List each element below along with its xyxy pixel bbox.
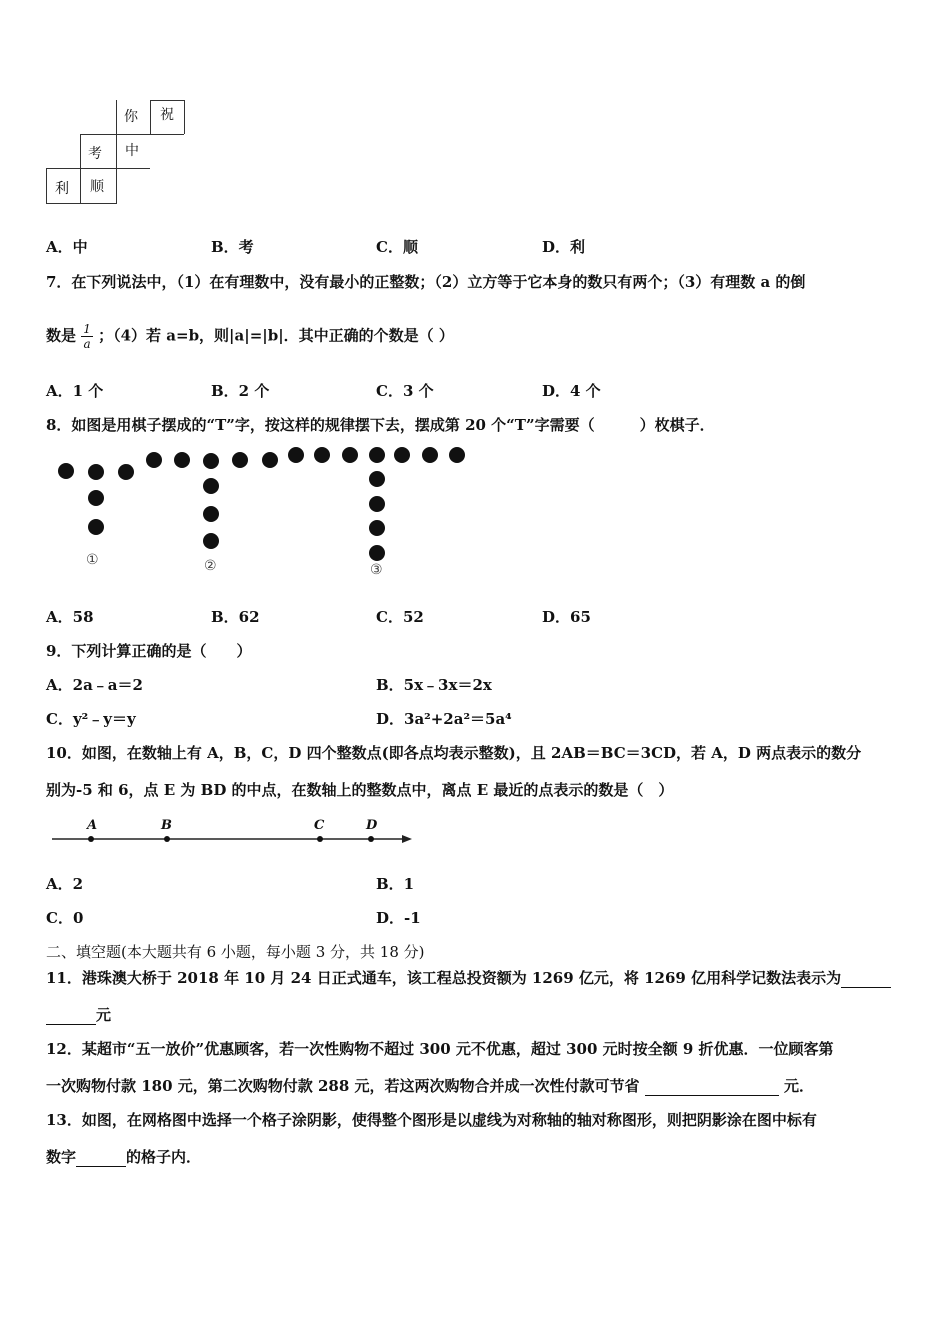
cube-cell-text: 祝 <box>160 107 174 123</box>
q12-line1: 12．某超市“五一放价”优惠顾客，若一次性购物不超过 300 元不优惠，超过 300 元时按全额 9 折优惠．一位顾客第 <box>46 1040 834 1058</box>
q8-option-d: D．65 <box>542 608 591 626</box>
point-b-label: B <box>161 818 172 833</box>
grid-line <box>116 134 184 135</box>
q7-line2-suffix: ；（4）若 a=b，则|a|=|b|．其中正确的个数是（ ） <box>98 326 454 345</box>
grid-line <box>184 100 185 134</box>
q12-line2 <box>46 1075 814 1096</box>
fraction-numerator: 1 <box>83 322 91 336</box>
chess-piece <box>369 447 385 463</box>
fraction-denominator: a <box>83 337 91 351</box>
grid-line <box>150 100 184 101</box>
q11-line1 <box>46 967 891 988</box>
point-b-dot <box>164 836 170 842</box>
figure-label-2: ② <box>204 558 217 574</box>
q7-line2-prefix: 数是 <box>46 326 77 345</box>
q12-text: 一次购物付款 180 元，第二次购物付款 288 元，若这两次购物合并成一次性付款可节省 <box>46 1077 640 1095</box>
q11-unit: 元 <box>96 1006 112 1024</box>
q7-line1: 7．在下列说法中，（1）在有理数中，没有最小的正整数；（2）立方等于它本身的数只有两个；（3）有理数 a 的倒 <box>46 273 806 291</box>
chess-piece <box>203 533 219 549</box>
chess-piece <box>232 452 248 468</box>
chess-piece <box>369 545 385 561</box>
q8-option-a: A．58 <box>46 608 94 626</box>
chess-piece <box>203 478 219 494</box>
grid-line <box>80 168 81 204</box>
cube-cell-text: 利 <box>55 181 69 197</box>
q10-option-c: C．0 <box>46 909 84 927</box>
q7-option-d: D．4 个 <box>542 382 601 400</box>
chess-piece <box>58 463 74 479</box>
grid-line <box>80 168 150 169</box>
point-c-label: C <box>314 818 325 833</box>
grid-line <box>80 134 81 168</box>
arrow-head-icon <box>402 835 412 843</box>
q6-option-a: A．中 <box>46 238 88 256</box>
chess-piece <box>146 452 162 468</box>
grid-line <box>46 168 47 204</box>
chess-piece <box>342 447 358 463</box>
q6-option-c: C．顺 <box>376 238 418 256</box>
q9-option-a: A．2a﹣a＝2 <box>46 676 143 694</box>
q9-option-d: D．3a²+2a²＝5a⁴ <box>376 710 512 728</box>
q10-option-b: B．1 <box>376 875 415 893</box>
q13-prefix: 数字 <box>46 1148 77 1166</box>
chess-piece <box>369 496 385 512</box>
grid-line <box>116 100 117 134</box>
grid-line <box>150 100 151 134</box>
q7-fraction <box>81 322 93 351</box>
q8-option-b: B．62 <box>211 608 260 626</box>
chess-piece <box>88 490 104 506</box>
cube-cell-text: 考 <box>88 146 102 162</box>
q9-option-c: C．y²﹣y＝y <box>46 710 136 728</box>
q7-line2 <box>46 322 454 351</box>
grid-line <box>80 134 116 135</box>
q10-option-a: A．2 <box>46 875 84 893</box>
q13-suffix: 的格子内． <box>126 1148 202 1166</box>
q11-line2 <box>46 1004 111 1025</box>
grid-line <box>116 134 117 204</box>
q13-line2 <box>46 1146 201 1167</box>
grid-line <box>46 168 80 169</box>
chess-piece <box>394 447 410 463</box>
chess-piece <box>88 519 104 535</box>
chess-piece <box>422 447 438 463</box>
q7-option-c: C．3 个 <box>376 382 434 400</box>
cube-cell-text: 顺 <box>90 179 104 195</box>
chess-piece <box>203 453 219 469</box>
cube-cell-text: 中 <box>125 143 139 159</box>
q8-option-c: C．52 <box>376 608 424 626</box>
q8-stem: 8．如图是用棋子摆成的“T”字，按这样的规律摆下去，摆成第 20 个“T”字需要（ ）枚棋子． <box>46 416 715 434</box>
answer-blank <box>645 1077 779 1096</box>
chess-piece <box>262 452 278 468</box>
answer-blank <box>76 1148 126 1167</box>
chess-piece <box>174 452 190 468</box>
answer-blank <box>841 969 891 988</box>
chess-piece <box>88 464 104 480</box>
q9-option-b: B．5x﹣3x＝2x <box>376 676 492 694</box>
point-d-label: D <box>366 818 378 833</box>
q10-option-d: D．-1 <box>376 909 421 927</box>
chess-piece <box>118 464 134 480</box>
point-a-label: A <box>87 818 98 833</box>
q6-option-d: D．利 <box>542 238 586 256</box>
q7-option-a: A．1 个 <box>46 382 104 400</box>
q6-option-b: B．考 <box>211 238 254 256</box>
point-d-dot <box>368 836 374 842</box>
cube-cell-text: 你 <box>124 109 138 125</box>
q10-line1: 10．如图，在数轴上有 A，B，C，D 四个整数点(即各点均表示整数)，且 2AB＝BC＝3CD，若 A，D 两点表示的数分 <box>46 744 862 762</box>
chess-piece <box>369 471 385 487</box>
q13-line1: 13．如图，在网格图中选择一个格子涂阴影，使得整个图形是以虚线为对称轴的轴对称图形，则把阴影涂在图中标有 <box>46 1111 817 1129</box>
q12-unit: 元． <box>783 1077 814 1095</box>
section-title: 二、填空题(本大题共有 6 小题，每小题 3 分，共 18 分) <box>46 943 425 961</box>
answer-blank <box>46 1006 96 1025</box>
q9-stem: 9．下列计算正确的是（ ） <box>46 642 252 660</box>
figure-label-3: ③ <box>370 562 383 578</box>
q11-text: 11．港珠澳大桥于 2018 年 10 月 24 日正式通车，该工程总投资额为 1269 亿元，将 1269 亿用科学记数法表示为 <box>46 969 842 987</box>
point-c-dot <box>317 836 323 842</box>
grid-line <box>46 203 116 204</box>
figure-label-1: ① <box>86 552 99 568</box>
chess-piece <box>369 520 385 536</box>
chess-piece <box>203 506 219 522</box>
q10-line2: 别为-5 和 6，点 E 为 BD 的中点，在数轴上的整数点中，离点 E 最近的点表示的数是（ ） <box>46 781 674 799</box>
q7-option-b: B．2 个 <box>211 382 270 400</box>
chess-piece <box>314 447 330 463</box>
chess-piece <box>449 447 465 463</box>
chess-piece <box>288 447 304 463</box>
point-a-dot <box>88 836 94 842</box>
